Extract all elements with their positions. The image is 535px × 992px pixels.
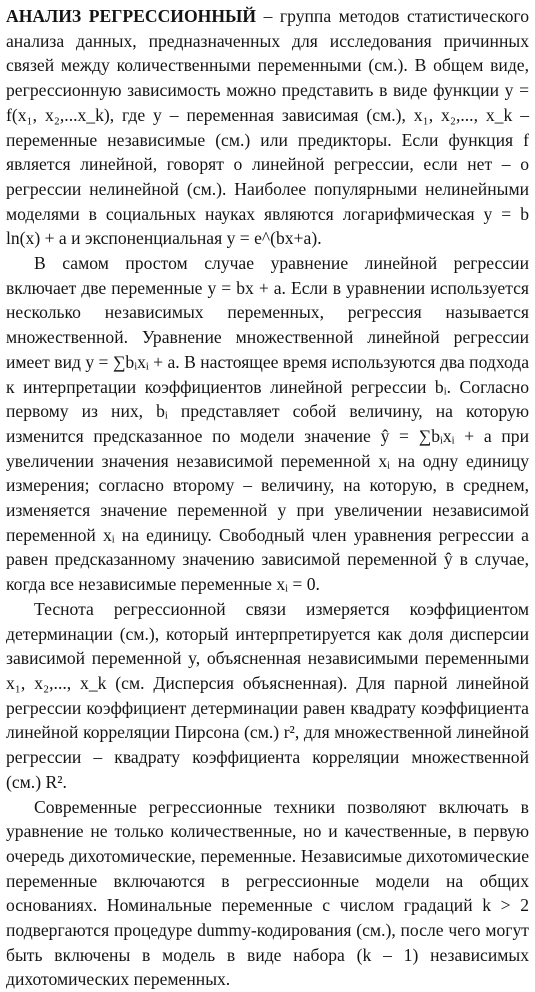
entry-paragraph-4: Современные регрессионные техники позволяют включать в уравнение не только количественные, но и качественные, в первую очередь дихотомические, переменные. Независимые дихотомические переменные включаются в регрессионные модели на общих основаниях. Номинальные переменные с числом градаций k > 2 подвергаются процедуре dummy-кодирования (см.), после чего могут быть включены в модель в виде набора (k – 1) независимых дихотомических переменных. (6, 795, 529, 992)
entry-paragraph-1-text: – группа методов статистического анализа данных, предназначенных для исследования причинных связей между количественными переменными (см.). В общем виде, регрессионную зависимость можно представить в виде функции y = f(x₁, x₂,...x_k), где y – переменная зависимая (см.), x₁, x₂,..., x_k – переменные независимые (см.) или предикторы. Если функция f является линейной, говорят о линейной регрессии, если нет – о регрессии нелинейной (см.). Наиболее популярными нелинейными моделями в социальных науках являются логарифмическая y = b ln(x) + a и экспоненциальная y = e^(bx+a). (6, 6, 529, 248)
entry-paragraph-1 (6, 4, 529, 251)
entry-term: АНАЛИЗ РЕГРЕССИОННЫЙ (6, 6, 256, 26)
entry-paragraph-2: В самом простом случае уравнение линейной регрессии включает две переменные y = bx + a. Если в уравнении используется несколько независимых переменных, регрессия называется множественной. Уравнение множественной линейной регрессии имеет вид y = ∑bᵢxᵢ + a. В настоящее время используются два подхода к интерпретации коэффициентов линейной регрессии bᵢ. Согласно первому из них, bᵢ представляет собой величину, на которую изменится предсказанное по модели значение ŷ = ∑bᵢxᵢ + a при увеличении значения независимой переменной xᵢ на одну единицу измерения; согласно второму – величину, на которую, в среднем, изменяется значение переменной y при увеличении независимой переменной xᵢ на единицу. Свободный член уравнения регрессии a равен предсказанному значению зависимой переменной ŷ в случае, когда все независимые переменные xᵢ = 0. (6, 251, 529, 597)
entry-paragraph-3: Теснота регрессионной связи измеряется коэффициентом детерминации (см.), который интерпретируется как доля дисперсии зависимой переменной y, объясненная независимыми переменными x₁, x₂,..., x_k (см. Дисперсия объясненная). Для парной линейной регрессии коэффициент детерминации равен квадрату коэффициента линейной корреляции Пирсона (см.) r², для множественной линейной регрессии – квадрату коэффициента корреляции множественной (см.) R². (6, 597, 529, 795)
